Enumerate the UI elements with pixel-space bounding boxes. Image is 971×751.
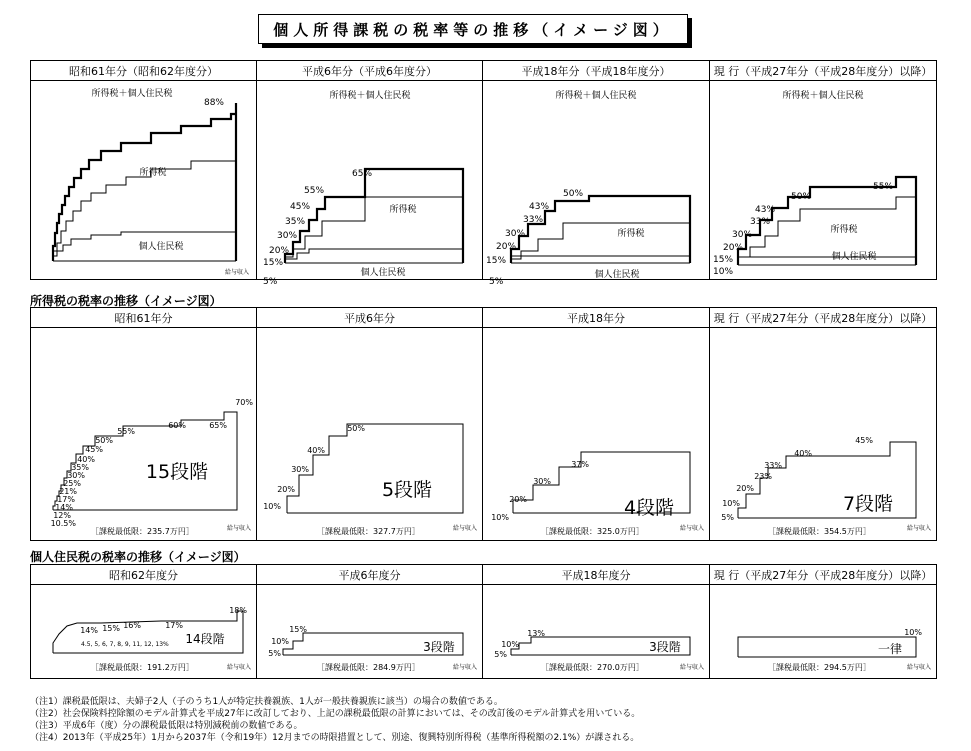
rate-label: 17% — [57, 495, 75, 504]
x-axis-label: 給与収入 — [452, 664, 477, 671]
resident-tax-panel-h18 — [483, 585, 710, 679]
page-title: 個人所得課税の税率等の推移（イメージ図） — [258, 14, 688, 44]
income-tax-chart-h6 — [257, 328, 482, 540]
resident-tax-chart-h6 — [257, 585, 482, 678]
income-tax-label: 所得税 — [617, 229, 645, 239]
income-tax-panel-s61 — [31, 328, 257, 541]
rate-label: 30% — [533, 477, 551, 486]
steps-label: 15段階 — [145, 461, 209, 483]
resident-tax-section-title: 個人住民税の税率の推移（イメージ図） — [30, 550, 246, 564]
period-header: 平成6年分（平成6年度分） — [257, 61, 483, 81]
steps-label: 7段階 — [842, 493, 894, 515]
combined-chart-h6 — [257, 81, 482, 287]
steps-label: 14段階 — [185, 632, 225, 646]
income-tax-panel-h6 — [257, 328, 483, 541]
panel-title: 所得税＋個人住民税 — [782, 91, 864, 101]
combined-panel-h18 — [483, 81, 710, 287]
rate-label: 88% — [203, 98, 224, 108]
period-header: 平成6年度分 — [257, 565, 483, 585]
period-header: 昭和62年度分 — [31, 565, 257, 585]
income-tax-table — [30, 307, 937, 541]
rate-label: 23% — [754, 472, 772, 481]
rate-label: 20% — [509, 495, 527, 504]
rate-label: 40% — [77, 455, 95, 464]
steps-label: 一律 — [877, 642, 903, 656]
resident-tax-chart-current — [710, 585, 936, 678]
min-threshold: ［課税最低限：325.0万円］ — [541, 527, 644, 536]
income-tax-chart-s61 — [31, 328, 256, 540]
panel-title: 所得税＋個人住民税 — [555, 91, 637, 101]
income-tax-chart-current — [710, 328, 936, 540]
steps-label: 3段階 — [649, 640, 681, 654]
rate-label: 43% — [755, 205, 776, 215]
x-axis-label: 給与収入 — [906, 664, 931, 671]
rate-label: 30% — [505, 229, 526, 239]
x-axis-label: 給与収入 — [679, 525, 704, 532]
rate-label: 17% — [165, 621, 183, 630]
income-tax-chart-h18 — [483, 328, 709, 540]
panel-title: 所得税＋個人住民税 — [329, 91, 411, 101]
rate-label: 65% — [209, 421, 227, 430]
rate-label: 14% — [55, 503, 73, 512]
income-tax-section-title: 所得税の税率の推移（イメージ図） — [30, 294, 222, 308]
rate-label: 50% — [347, 424, 365, 433]
rate-label: 15% — [289, 625, 307, 634]
small-rate-label: 4.5, 5, 6, 7, 8, 9, 11, 12, 13% — [81, 641, 169, 648]
rate-label: 20% — [496, 242, 517, 252]
period-header: 平成18年分（平成18年度分） — [483, 61, 710, 81]
rate-label: 33% — [764, 461, 782, 470]
min-threshold: ［課税最低限：354.5万円］ — [768, 527, 871, 536]
x-axis-label: 給与収入 — [224, 269, 249, 276]
resident-tax-label: 個人住民税 — [831, 252, 877, 262]
rate-label: 5% — [263, 277, 278, 287]
rate-label: 20% — [723, 243, 744, 253]
period-header: 平成18年度分 — [483, 565, 710, 585]
rate-label: 10% — [271, 637, 289, 646]
combined-chart-h18 — [483, 81, 709, 287]
rate-label: 15% — [486, 256, 507, 266]
rate-label: 60% — [168, 421, 186, 430]
rate-label: 50% — [791, 192, 812, 202]
rate-label: 65% — [352, 169, 373, 179]
rate-label: 37% — [571, 460, 589, 469]
rate-label: 30% — [291, 465, 309, 474]
combined-rate-line — [53, 103, 236, 261]
period-header: 昭和61年分（昭和62年度分） — [31, 61, 257, 81]
rate-label: 30% — [67, 471, 85, 480]
rate-label: 10% — [491, 513, 509, 522]
combined-tax-table — [30, 60, 937, 287]
steps-label: 5段階 — [381, 479, 433, 501]
rate-label: 25% — [63, 479, 81, 488]
rate-label: 30% — [732, 230, 753, 240]
x-axis-label: 給与収入 — [906, 525, 931, 532]
resident-tax-label: 個人住民税 — [138, 242, 184, 252]
resident-tax-table — [30, 564, 937, 679]
rate-label: 13% — [527, 629, 545, 638]
period-header: 現 行（平成27年分（平成28年度分）以降） — [710, 565, 937, 585]
resident-tax-chart-h18 — [483, 585, 709, 678]
income-tax-panel-h18 — [483, 328, 710, 541]
rate-label: 10% — [713, 267, 734, 277]
rate-label: 20% — [277, 485, 295, 494]
resident-tax-line — [285, 249, 463, 263]
combined-panel-current — [710, 81, 937, 280]
rate-label: 10% — [263, 502, 281, 511]
resident-tax-panel-s62 — [31, 585, 257, 679]
rate-label: 20% — [269, 246, 290, 256]
rate-label: 21% — [59, 487, 77, 496]
rate-label: 35% — [71, 463, 89, 472]
x-axis-label: 給与収入 — [679, 664, 704, 671]
resident-tax-chart-s62 — [31, 585, 256, 678]
period-header: 平成6年分 — [257, 308, 483, 328]
rate-label: 33% — [523, 215, 544, 225]
footnote: （注1）課税最低限は、夫婦子2人（子のうち1人が特定扶養親族、1人が一般扶養親族に該当）の場合の数値である。 — [30, 697, 503, 707]
income-tax-line — [285, 197, 463, 263]
min-threshold: ［課税最低限：284.9万円］ — [317, 663, 420, 672]
resident-tax-line — [738, 257, 916, 265]
rate-label: 55% — [117, 427, 135, 436]
rate-label: 50% — [95, 436, 113, 445]
footnote: （注3）平成6年（度）分の課税最低限は特別減税前の数値である。 — [30, 721, 303, 731]
rate-label: 12% — [53, 511, 71, 520]
min-threshold: ［課税最低限：235.7万円］ — [91, 527, 194, 536]
income-tax-line — [511, 223, 690, 263]
steps-label: 4段階 — [623, 497, 675, 519]
x-axis-label: 給与収入 — [452, 525, 477, 532]
min-threshold: ［課税最低限：294.5万円］ — [768, 663, 871, 672]
resident-tax-panel-h6 — [257, 585, 483, 679]
rate-label: 45% — [85, 445, 103, 454]
rate-label: 50% — [563, 189, 584, 199]
x-axis-label: 給与収入 — [226, 664, 251, 671]
period-header: 現 行（平成27年分（平成28年度分）以降） — [710, 308, 937, 328]
combined-panel-s61 — [31, 81, 257, 280]
combined-chart-s61 — [31, 81, 256, 279]
rate-label: 10% — [904, 628, 922, 637]
rate-label: 45% — [855, 436, 873, 445]
footnote: （注4）2013年（平成25年）1月から2037年（令和19年）12月までの時限措置として、別途、復興特別所得税（基準所得税額の2.1%）が課される。 — [30, 733, 640, 743]
min-threshold: ［課税最低限：191.2万円］ — [91, 663, 194, 672]
period-header: 昭和61年分 — [31, 308, 257, 328]
rate-label: 43% — [529, 202, 550, 212]
rate-label: 35% — [285, 217, 306, 227]
rate-label: 15% — [263, 258, 284, 268]
rate-label: 20% — [736, 484, 754, 493]
rate-label: 55% — [304, 186, 325, 196]
rate-label: 10% — [501, 640, 519, 649]
steps-label: 3段階 — [423, 640, 455, 654]
combined-chart-current — [710, 81, 936, 279]
panel-title: 所得税＋個人住民税 — [91, 89, 173, 99]
rate-label: 14% — [80, 626, 98, 635]
rate-label: 33% — [750, 217, 771, 227]
rate-label: 40% — [794, 449, 812, 458]
combined-panel-h6 — [257, 81, 483, 287]
rate-label: 55% — [873, 182, 894, 192]
income-tax-label: 所得税 — [139, 168, 167, 178]
rate-label: 70% — [235, 398, 253, 407]
footnote: （注2）社会保険料控除額のモデル計算式を平成27年に改訂しており、上記の課税最低限の計算においては、その改訂後のモデル計算式を用いている。 — [30, 709, 641, 719]
resident-tax-panel-current — [710, 585, 937, 679]
period-header: 平成18年分 — [483, 308, 710, 328]
rate-label: 10.5% — [50, 519, 76, 528]
rate-label: 5% — [268, 649, 281, 658]
period-header: 現 行（平成27年分（平成28年度分）以降） — [710, 61, 937, 81]
min-threshold: ［課税最低限：270.0万円］ — [541, 663, 644, 672]
income-tax-rate-line — [287, 424, 463, 513]
resident-tax-line — [511, 256, 690, 263]
rate-label: 5% — [721, 513, 734, 522]
rate-label: 18% — [229, 606, 247, 615]
rate-label: 45% — [290, 202, 311, 212]
x-axis-label: 給与収入 — [226, 525, 251, 532]
rate-label: 5% — [489, 277, 504, 287]
rate-label: 40% — [307, 446, 325, 455]
rate-label: 15% — [102, 624, 120, 633]
rate-label: 16% — [123, 621, 141, 630]
resident-tax-label: 個人住民税 — [360, 268, 406, 278]
income-tax-label: 所得税 — [389, 205, 417, 215]
income-tax-panel-current — [710, 328, 937, 541]
rate-label: 5% — [494, 650, 507, 659]
resident-tax-label: 個人住民税 — [594, 270, 640, 280]
min-threshold: ［課税最低限：327.7万円］ — [317, 527, 420, 536]
rate-label: 30% — [277, 231, 298, 241]
rate-label: 15% — [713, 255, 734, 265]
income-tax-label: 所得税 — [830, 225, 858, 235]
rate-label: 10% — [722, 499, 740, 508]
